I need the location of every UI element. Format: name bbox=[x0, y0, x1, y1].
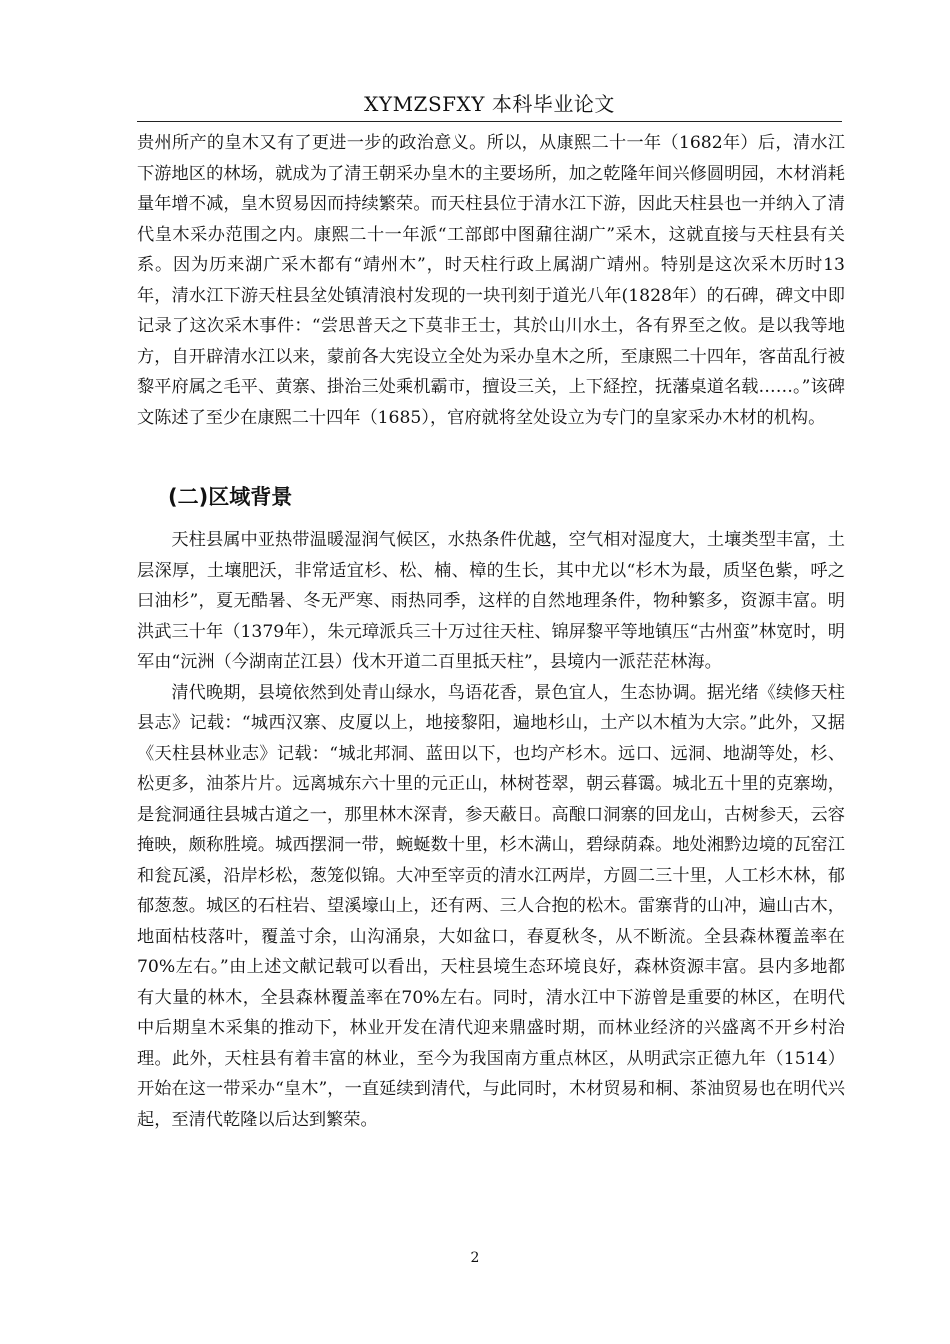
page-number: 2 bbox=[470, 1250, 480, 1266]
paragraph-1: 天柱县属中亚热带温暖湿润气候区，水热条件优越，空气相对湿度大，土壤类型丰富，土层深厚，土壤肥沃，非常适宜杉、松、楠、樟的生长，其中尤以“杉木为最，质坚色紫，呼之曰油杉”，夏无酷暑、冬无严寒、雨热同季，这样的自然地理条件，物种繁多，资源丰富。明洪武三十年（1379年），朱元璋派兵三十万过往天柱、锦屏黎平等地镇压“古州蛮”林宽时，明军由“沅洲（今湖南芷江县）伐木开道二百里抵天柱”，县境内一派茫茫林海。 bbox=[137, 530, 845, 672]
section-heading: (二)区域背景 bbox=[168, 485, 293, 509]
paragraph-2: 清代晚期，县境依然到处青山绿水，鸟语花香，景色宜人，生态协调。据光绪《续修天柱县志》记载：“城西汉寨、皮厦以上，地接黎阳，遍地杉山，土产以木植为大宗。”此外，又据《天柱县林业志》记载：“城北邦洞、蓝田以下，也均产杉木。远口、远洞、地湖等处，杉、松更多，油茶片片。远离城东六十里的元正山，林树苍翠，朝云暮霭。城北五十里的克寨坳，是瓮洞通往县城古道之一，那里林木深青，参天蔽日。高酿口洞寨的回龙山，古树参天，云容掩映，颇称胜境。城西摆洞一带，蜿蜒数十里，杉木满山，碧绿荫森。地处湘黔边境的瓦窑江和瓮瓦溪，沿岸杉松，葱笼似锦。大冲至宰贡的清水江两岸，方圆二三十里，人工杉木林，郁郁葱葱。城区的石柱岩、望溪壕山上，还有两、三人合抱的松木。雷寨背的山冲，遍山古木，地面枯枝落叶，覆盖寸余，山沟涌泉，大如盆口，春夏秋冬，从不断流。全县森林覆盖率在70%左右。”由上述文献记载可以看出，天柱县境生态环境良好，森林资源丰富。县内多地都有大量的林木，全县森林覆盖率在70%左右。同时，清水江中下游曾是重要的林区，在明代中后期皇木采集的推动下，林业开发在清代迎来鼎盛时期，而林业经济的兴盛离不开乡村治理。此外，天柱县有着丰富的林业，至今为我国南方重点林区，从明武宗正德九年（1514）开始在这一带采办“皇木”，一直延续到清代，与此同时，木材贸易和桐、茶油贸易也在明代兴起，至清代乾隆以后达到繁荣。 bbox=[137, 682, 845, 1130]
page-header: XYMZSFXY 本科毕业论文 bbox=[364, 92, 615, 116]
text-block-upper bbox=[137, 128, 845, 433]
text-block-lower bbox=[137, 525, 845, 1135]
header-rule bbox=[137, 121, 842, 122]
paragraph-continued: 贵州所产的皇木又有了更进一步的政治意义。所以，从康熙二十一年（1682年）后，清水江下游地区的林场，就成为了清王朝采办皇木的主要场所，加之乾隆年间兴修圆明园，木材消耗量年增不减，皇木贸易因而持续繁荣。而天柱县位于清水江下游，因此天柱县也一并纳入了清代皇木采办范围之内。康熙二十一年派“工部郎中图鼐往湖广”采木，这就直接与天柱县有关系。因为历来湖广采木都有“靖州木”，时天柱行政上属湖广靖州。特别是这次采木历时13年，清水江下游天柱县坌处镇清浪村发现的一块刊刻于道光八年(1828年）的石碑，碑文中即记录了这次采木事件：“尝思普天之下莫非王士，其於山川水土，各有界至之攸。是以我等地方，自开辟清水江以来，蒙前各大宪设立全处为采办皇木之所，至康熙二十四年，客苗乱行被黎平府属之毛平、黄寨、掛治三处乘机霸市，擅设三关，上下経控，抚藩桌道名载……。”该碑文陈述了至少在康熙二十四年（1685），官府就将坌处设立为专门的皇家采办木材的机构。 bbox=[137, 133, 845, 428]
